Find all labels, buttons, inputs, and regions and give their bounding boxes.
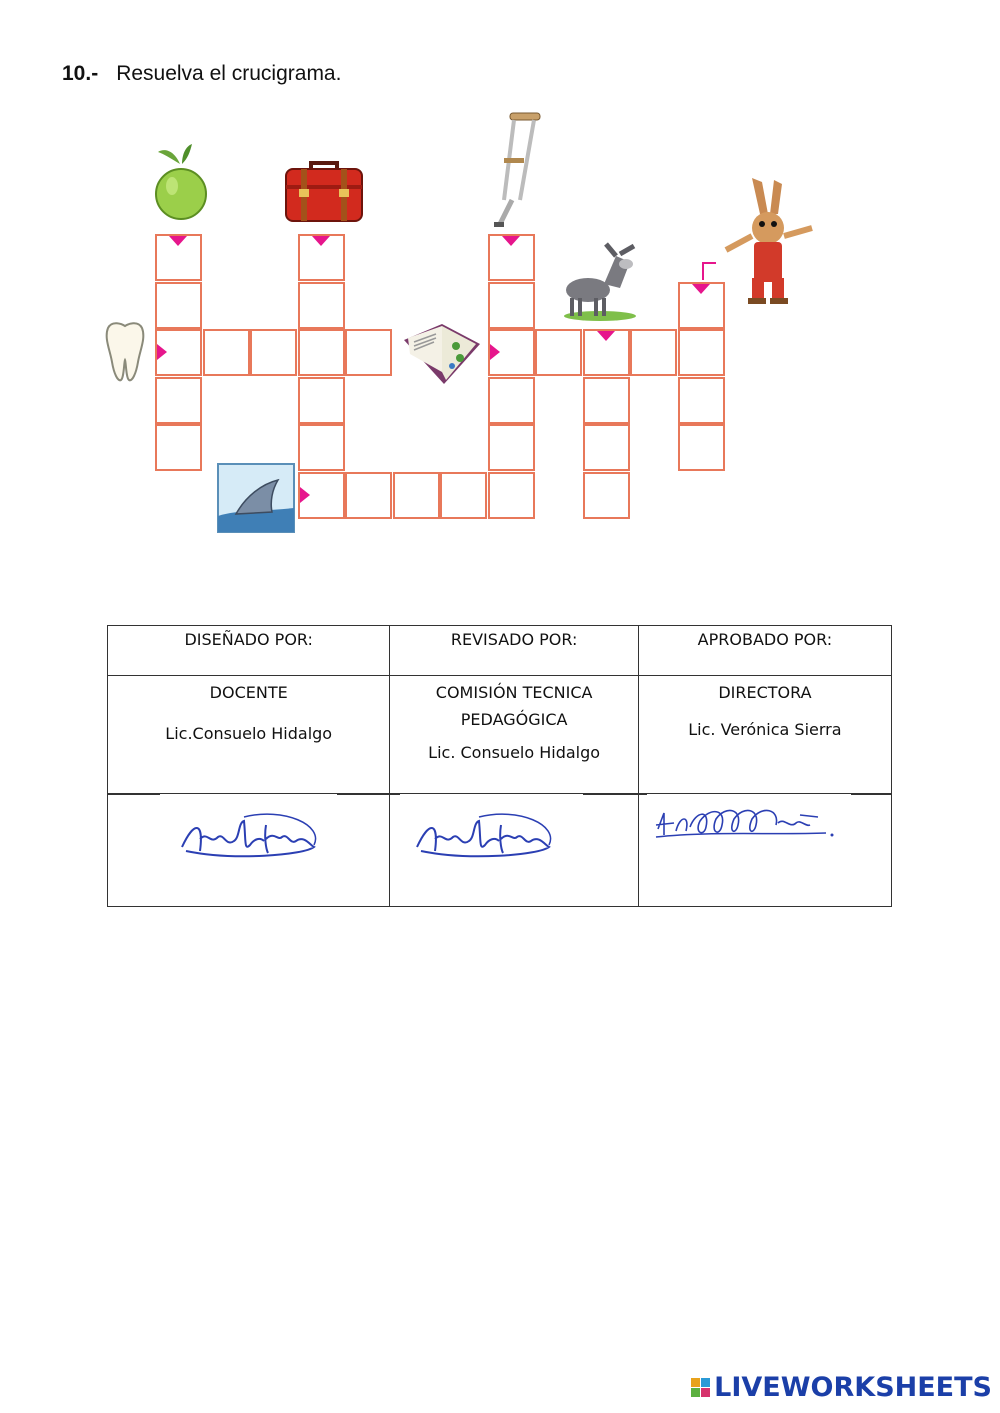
liveworksheets-logo bbox=[691, 1372, 992, 1403]
crossword-cell[interactable] bbox=[298, 377, 345, 424]
crossword-cell[interactable] bbox=[583, 377, 630, 424]
approved-name: Lic. Verónica Sierra bbox=[688, 720, 842, 739]
crossword-cell[interactable] bbox=[535, 329, 582, 376]
reviewed-signature-cell bbox=[390, 794, 638, 907]
crutch-icon bbox=[490, 110, 546, 228]
exercise-number: 10.- bbox=[62, 62, 99, 85]
down-clue-arrow bbox=[312, 236, 330, 246]
signature-line bbox=[639, 794, 647, 795]
reviewed-cell bbox=[390, 676, 638, 794]
header-approved: APROBADO POR: bbox=[638, 626, 891, 676]
crossword-cell[interactable] bbox=[250, 329, 297, 376]
down-clue-arrow bbox=[597, 331, 615, 341]
reviewed-signature bbox=[409, 811, 559, 871]
rabbit-clue-connector bbox=[702, 262, 716, 264]
approved-role: DIRECTORA bbox=[718, 683, 812, 702]
apple-icon bbox=[152, 142, 210, 226]
crossword-cell[interactable] bbox=[155, 424, 202, 471]
tooth-icon bbox=[102, 320, 148, 384]
donkey-icon bbox=[560, 240, 640, 322]
briefcase-icon bbox=[283, 155, 365, 225]
down-clue-arrow bbox=[169, 236, 187, 246]
designed-name: Lic.Consuelo Hidalgo bbox=[165, 724, 333, 743]
shark-fin-icon bbox=[216, 462, 296, 534]
crossword-cell[interactable] bbox=[298, 424, 345, 471]
logo-mark-icon bbox=[691, 1378, 710, 1397]
rabbit-icon bbox=[718, 174, 818, 306]
across-clue-arrow bbox=[157, 344, 167, 360]
crossword-cell[interactable] bbox=[583, 424, 630, 471]
crossword-cell[interactable] bbox=[678, 424, 725, 471]
down-clue-arrow bbox=[502, 236, 520, 246]
rabbit-clue-connector-vertical bbox=[702, 262, 704, 280]
crossword-cell[interactable] bbox=[488, 377, 535, 424]
crossword-cell[interactable] bbox=[203, 329, 250, 376]
designed-role: DOCENTE bbox=[209, 683, 288, 702]
crossword-cell[interactable] bbox=[155, 377, 202, 424]
crossword-cell[interactable] bbox=[298, 282, 345, 329]
signoff-names-row bbox=[108, 676, 892, 794]
designed-cell bbox=[108, 676, 390, 794]
crossword-cell[interactable] bbox=[440, 472, 487, 519]
logo-text: LIVEWORKSHEETS bbox=[714, 1372, 992, 1403]
reviewed-name: Lic. Consuelo Hidalgo bbox=[428, 743, 601, 762]
across-clue-arrow bbox=[300, 487, 310, 503]
book-icon bbox=[400, 314, 484, 388]
signoff-table bbox=[107, 625, 892, 907]
crossword-cell[interactable] bbox=[345, 472, 392, 519]
designed-signature-cell bbox=[108, 794, 390, 907]
crossword-cell[interactable] bbox=[345, 329, 392, 376]
across-clue-arrow bbox=[490, 344, 500, 360]
crossword-cell[interactable] bbox=[488, 282, 535, 329]
approved-signature bbox=[650, 801, 840, 851]
signature-line bbox=[337, 794, 389, 795]
crossword-cell[interactable] bbox=[583, 472, 630, 519]
header-reviewed: REVISADO POR: bbox=[390, 626, 638, 676]
signature-line bbox=[583, 794, 638, 795]
crossword-cell[interactable] bbox=[488, 424, 535, 471]
crossword-cell[interactable] bbox=[630, 329, 677, 376]
crossword-puzzle bbox=[0, 0, 1000, 560]
designed-signature bbox=[174, 811, 324, 871]
crossword-cell[interactable] bbox=[488, 472, 535, 519]
signoff-signature-row bbox=[108, 794, 892, 907]
signoff-header-row bbox=[108, 626, 892, 676]
reviewed-role-line1: COMISIÓN TECNICA bbox=[435, 683, 593, 702]
approved-signature-cell bbox=[638, 794, 891, 907]
approved-cell bbox=[638, 676, 891, 794]
header-designed: DISEÑADO POR: bbox=[108, 626, 390, 676]
down-clue-arrow bbox=[692, 284, 710, 294]
crossword-cell[interactable] bbox=[678, 377, 725, 424]
crossword-cell[interactable] bbox=[393, 472, 440, 519]
signature-line bbox=[851, 794, 891, 795]
signature-line bbox=[108, 794, 160, 795]
exercise-instruction: Resuelva el crucigrama. bbox=[116, 62, 342, 85]
crossword-cell[interactable] bbox=[678, 329, 725, 376]
reviewed-role-line2: PEDAGÓGICA bbox=[460, 710, 568, 729]
crossword-cell[interactable] bbox=[298, 329, 345, 376]
crossword-cell[interactable] bbox=[155, 282, 202, 329]
signature-line bbox=[390, 794, 400, 795]
